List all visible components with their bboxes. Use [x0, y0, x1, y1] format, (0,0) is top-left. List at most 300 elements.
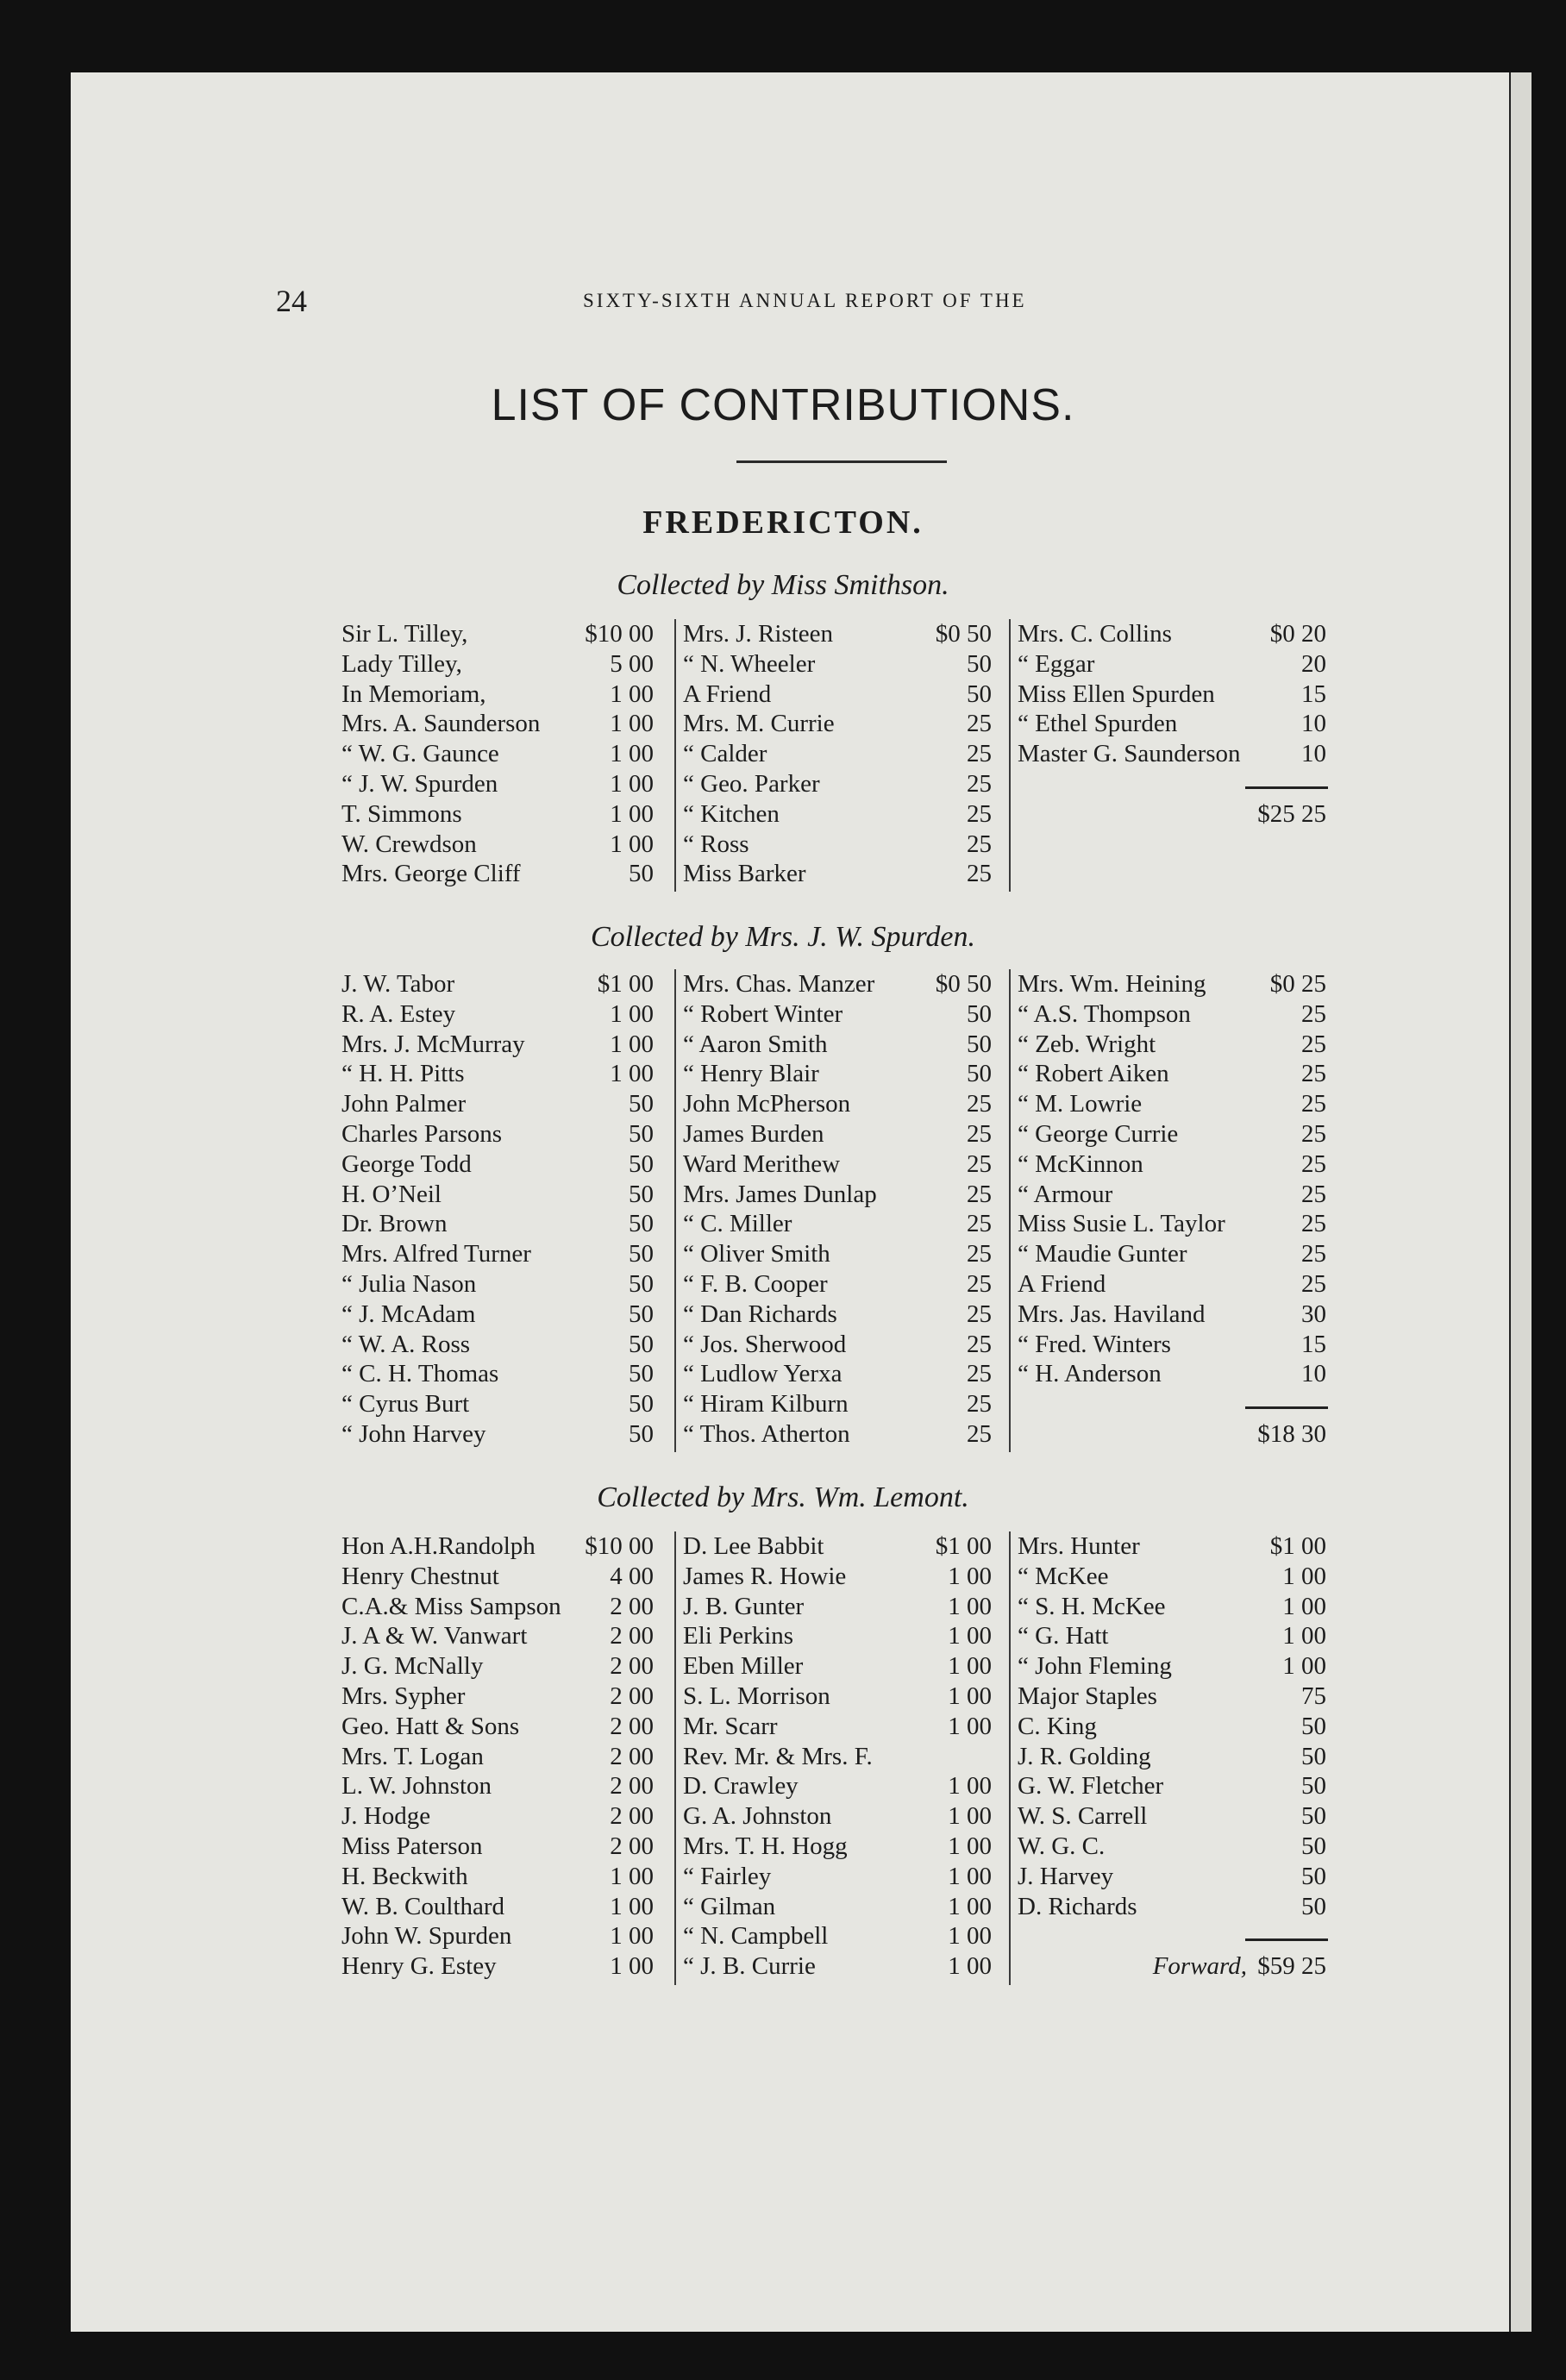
- contributor-name: “ Aaron Smith: [683, 1030, 828, 1058]
- contribution-row: [340, 969, 661, 999]
- contribution-amount: 50: [629, 1300, 654, 1328]
- contribution-amount: 50: [967, 1060, 992, 1088]
- contribution-row: [1016, 1892, 1333, 1922]
- contribution-amount: 1 00: [610, 1030, 654, 1058]
- contributor-name: W. S. Carrell: [1018, 1802, 1148, 1831]
- contribution-amount: 1 00: [948, 1832, 992, 1860]
- contributor-name: R. A. Estey: [341, 999, 456, 1028]
- contribution-amount: 25: [1301, 1210, 1326, 1238]
- contribution-amount: 1 00: [610, 710, 654, 738]
- contributor-name: “ F. B. Cooper: [683, 1269, 828, 1298]
- contribution-row: [340, 680, 661, 710]
- contributor-name: A Friend: [1018, 1269, 1106, 1298]
- contribution-row: [1016, 1682, 1333, 1712]
- contribution-amount: 25: [1301, 1030, 1326, 1058]
- contributor-name: “ Ross: [683, 830, 749, 858]
- contribution-amount: 1 00: [948, 1622, 992, 1650]
- contribution-row: [340, 1682, 661, 1712]
- contribution-row: [681, 1389, 999, 1419]
- contribution-amount: 1 00: [610, 769, 654, 798]
- contribution-amount: 10: [1301, 740, 1326, 768]
- contribution-section: [340, 1531, 1333, 1985]
- contributor-name: Dr. Brown: [341, 1210, 448, 1238]
- contributor-name: Miss Paterson: [341, 1832, 483, 1860]
- column: [340, 1531, 661, 1985]
- page-header: [276, 283, 1121, 326]
- contributor-name: Mrs. T. H. Hogg: [683, 1832, 848, 1860]
- contribution-row: [681, 830, 999, 860]
- contribution-amount: $0 50: [935, 970, 992, 998]
- contributor-name: “ Armour: [1018, 1180, 1113, 1208]
- contribution-amount: 25: [967, 1090, 992, 1118]
- contributor-name: “ N. Campbell: [683, 1922, 829, 1951]
- contributor-name: J. B. Gunter: [683, 1592, 805, 1620]
- contributor-name: Mrs. M. Currie: [683, 710, 835, 738]
- contribution-amount: 20: [1301, 649, 1326, 678]
- contribution-amount: 5 00: [610, 649, 654, 678]
- contribution-row: [681, 1862, 999, 1892]
- contribution-amount: 2 00: [610, 1682, 654, 1710]
- contribution-amount: 25: [967, 1240, 992, 1268]
- total-rule: [1245, 786, 1328, 789]
- contributor-name: W. G. C.: [1018, 1832, 1106, 1860]
- contribution-row: [340, 1330, 661, 1360]
- contribution-row: [1016, 1862, 1333, 1892]
- contributor-name: “ Robert Aiken: [1018, 1060, 1169, 1088]
- contribution-amount: 1 00: [948, 1562, 992, 1590]
- contribution-amount: 50: [629, 860, 654, 888]
- column: [1009, 619, 1333, 892]
- total-rule-row: [1016, 1921, 1333, 1951]
- contribution-row: [681, 999, 999, 1030]
- contributor-name: L. W. Johnston: [341, 1772, 492, 1801]
- contribution-amount: 50: [967, 649, 992, 678]
- contributor-name: Geo. Hatt & Sons: [341, 1712, 520, 1740]
- contribution-amount: 50: [629, 1390, 654, 1419]
- contributor-name: “ S. H. McKee: [1018, 1592, 1166, 1620]
- contribution-row: [340, 1030, 661, 1060]
- contribution-amount: 1 00: [610, 1892, 654, 1920]
- contribution-row: [340, 1531, 661, 1562]
- contribution-amount: 25: [967, 1419, 992, 1448]
- contribution-amount: 25: [967, 860, 992, 888]
- contributor-name: “ J. W. Spurden: [341, 769, 498, 798]
- contribution-row: [340, 1862, 661, 1892]
- contributor-name: “ McKee: [1018, 1562, 1109, 1590]
- contribution-row: [1016, 1801, 1333, 1832]
- contributor-name: “ Fred. Winters: [1018, 1330, 1171, 1358]
- contribution-amount: $0 25: [1269, 970, 1326, 998]
- contribution-amount: 25: [1301, 1149, 1326, 1178]
- contribution-amount: 1 00: [610, 1952, 654, 1981]
- section-total: $25 25: [1257, 799, 1326, 828]
- contributor-name: “ W. A. Ross: [341, 1330, 471, 1358]
- contribution-amount: 50: [629, 1269, 654, 1298]
- column: [674, 1531, 999, 1985]
- contribution-row: [1016, 1119, 1333, 1149]
- contribution-amount: 1 00: [610, 680, 654, 708]
- contribution-row: [1016, 1742, 1333, 1772]
- contributor-name: “ George Currie: [1018, 1119, 1179, 1148]
- contribution-row: [340, 1801, 661, 1832]
- contribution-row: [1016, 969, 1333, 999]
- contribution-row: [340, 859, 661, 889]
- contributor-name: “ John Harvey: [341, 1419, 486, 1448]
- running-head: SIXTY-SIXTH ANNUAL REPORT OF THE: [583, 290, 1027, 311]
- contributor-name: “ H. H. Pitts: [341, 1060, 465, 1088]
- contribution-row: [681, 1892, 999, 1922]
- contributor-name: “ Maudie Gunter: [1018, 1240, 1187, 1268]
- contribution-amount: 25: [1301, 1269, 1326, 1298]
- contribution-row: [340, 1892, 661, 1922]
- contributor-name: H. Beckwith: [341, 1862, 468, 1890]
- contribution-amount: 25: [1301, 1060, 1326, 1088]
- contribution-row: [681, 1742, 999, 1772]
- forward-label: Forward,: [1152, 1952, 1247, 1981]
- contributor-name: C.A.& Miss Sampson: [341, 1592, 561, 1620]
- contribution-row: [340, 1621, 661, 1651]
- contributor-name: “ Cyrus Burt: [341, 1390, 470, 1419]
- contribution-row: [340, 1059, 661, 1089]
- contributor-name: Henry Chestnut: [341, 1562, 499, 1590]
- contributor-name: Mrs. C. Collins: [1018, 620, 1172, 648]
- contribution-row: [1016, 1209, 1333, 1239]
- contributor-name: J. A & W. Vanwart: [341, 1622, 528, 1650]
- contribution-row: [681, 1239, 999, 1269]
- contributor-name: J. G. McNally: [341, 1652, 484, 1681]
- contributor-name: “ C. Miller: [683, 1210, 792, 1238]
- contribution-row: [1016, 999, 1333, 1030]
- contribution-row: [681, 1330, 999, 1360]
- contribution-amount: 1 00: [610, 740, 654, 768]
- contribution-amount: 25: [967, 1210, 992, 1238]
- contribution-amount: 25: [967, 1360, 992, 1388]
- contributor-name: Miss Ellen Spurden: [1018, 680, 1215, 708]
- contribution-row: [340, 649, 661, 680]
- contribution-amount: 25: [1301, 1180, 1326, 1208]
- contributor-name: “ Oliver Smith: [683, 1240, 830, 1268]
- contribution-row: [340, 1832, 661, 1862]
- contribution-amount: 10: [1301, 710, 1326, 738]
- contribution-row: [1016, 709, 1333, 739]
- contribution-row: [681, 1089, 999, 1119]
- contributor-name: D. Lee Babbit: [683, 1532, 824, 1560]
- contribution-amount: 1 00: [1282, 1652, 1326, 1681]
- contribution-amount: 25: [967, 740, 992, 768]
- contribution-amount: 25: [967, 830, 992, 858]
- contribution-amount: 50: [629, 1180, 654, 1208]
- contribution-amount: 25: [967, 1180, 992, 1208]
- contribution-amount: 25: [967, 1300, 992, 1328]
- contribution-amount: 2 00: [610, 1832, 654, 1860]
- total-rule-row: [1016, 1389, 1333, 1419]
- contribution-row: [340, 999, 661, 1030]
- contribution-row: [340, 619, 661, 649]
- contribution-amount: 25: [1301, 999, 1326, 1028]
- page-number: 24: [276, 284, 307, 318]
- contributor-name: “ N. Wheeler: [683, 649, 816, 678]
- contributor-name: “ J. B. Currie: [683, 1952, 816, 1981]
- contribution-amount: 25: [967, 1269, 992, 1298]
- contribution-row: [340, 1359, 661, 1389]
- contributor-name: Master G. Saunderson: [1018, 740, 1241, 768]
- contributor-name: Rev. Mr. & Mrs. F.: [683, 1742, 873, 1770]
- contribution-row: [681, 1771, 999, 1801]
- contributor-name: “ Ludlow Yerxa: [683, 1360, 843, 1388]
- contributor-name: James Burden: [683, 1119, 824, 1148]
- contributor-name: In Memoriam,: [341, 680, 486, 708]
- contributor-name: Miss Barker: [683, 860, 806, 888]
- contribution-row: [340, 1300, 661, 1330]
- contribution-amount: 50: [967, 1030, 992, 1058]
- contributor-name: “ Julia Nason: [341, 1269, 477, 1298]
- contribution-row: [681, 969, 999, 999]
- contributor-name: “ Calder: [683, 740, 767, 768]
- column: [340, 619, 661, 892]
- contribution-amount: 50: [629, 1419, 654, 1448]
- contribution-amount: 1 00: [610, 799, 654, 828]
- contributor-name: D. Richards: [1018, 1892, 1137, 1920]
- contribution-row: [340, 1742, 661, 1772]
- column: [1009, 1531, 1333, 1985]
- contribution-amount: 50: [629, 1149, 654, 1178]
- contribution-amount: 25: [967, 769, 992, 798]
- contribution-row: [681, 1801, 999, 1832]
- contribution-amount: 1 00: [948, 1892, 992, 1920]
- contribution-row: [340, 1651, 661, 1682]
- contributor-name: “ Zeb. Wright: [1018, 1030, 1156, 1058]
- contribution-row: [681, 1531, 999, 1562]
- section-title: Collected by Mrs. J. W. Spurden.: [590, 921, 976, 953]
- contribution-amount: 2 00: [610, 1622, 654, 1650]
- contributor-name: Mrs. Hunter: [1018, 1532, 1140, 1560]
- page-title: LIST OF CONTRIBUTIONS.: [491, 380, 1075, 430]
- contribution-row: [340, 769, 661, 799]
- contribution-amount: 1 00: [948, 1652, 992, 1681]
- contribution-row: [340, 709, 661, 739]
- contribution-row: [681, 1951, 999, 1982]
- contribution-row: [340, 1269, 661, 1300]
- contribution-amount: 1 00: [1282, 1592, 1326, 1620]
- contribution-amount: 10: [1301, 1360, 1326, 1388]
- contribution-amount: 1 00: [610, 1922, 654, 1951]
- contribution-amount: 50: [1301, 1802, 1326, 1831]
- section-title: Collected by Miss Smithson.: [617, 569, 949, 601]
- contribution-row: [340, 1951, 661, 1982]
- contributor-name: “ J. McAdam: [341, 1300, 476, 1328]
- contribution-row: [1016, 649, 1333, 680]
- contributor-name: “ A.S. Thompson: [1018, 999, 1191, 1028]
- contribution-amount: 1 00: [610, 1060, 654, 1088]
- contribution-amount: 50: [629, 1330, 654, 1358]
- contribution-row: [681, 1419, 999, 1450]
- contribution-amount: 1 00: [948, 1922, 992, 1951]
- contribution-amount: 1 00: [948, 1712, 992, 1740]
- contribution-row: [681, 769, 999, 799]
- contribution-row: [340, 830, 661, 860]
- contribution-amount: 50: [629, 1240, 654, 1268]
- contributor-name: J. Harvey: [1018, 1862, 1114, 1890]
- contributor-name: Miss Susie L. Taylor: [1018, 1210, 1225, 1238]
- contributor-name: “ Hiram Kilburn: [683, 1390, 849, 1419]
- contribution-amount: 50: [967, 999, 992, 1028]
- contribution-row: [340, 1921, 661, 1951]
- contribution-amount: 50: [1301, 1712, 1326, 1740]
- contributor-name: Mrs. George Cliff: [341, 860, 521, 888]
- contribution-row: [681, 1180, 999, 1210]
- contributor-name: J. Hodge: [341, 1802, 431, 1831]
- contribution-row: [681, 1562, 999, 1592]
- contribution-amount: $0 20: [1269, 620, 1326, 648]
- contribution-section: [340, 969, 1333, 1452]
- contribution-row: [340, 1089, 661, 1119]
- contribution-row: [681, 1832, 999, 1862]
- contribution-row: [1016, 1531, 1333, 1562]
- contributor-name: A Friend: [683, 680, 772, 708]
- contribution-amount: 50: [629, 1210, 654, 1238]
- contributor-name: Mr. Scarr: [683, 1712, 778, 1740]
- contributor-name: “ Ethel Spurden: [1018, 710, 1178, 738]
- contribution-row: [681, 1359, 999, 1389]
- contributor-name: “ M. Lowrie: [1018, 1090, 1143, 1118]
- contributor-name: John Palmer: [341, 1090, 467, 1118]
- contribution-amount: 1 00: [948, 1802, 992, 1831]
- contribution-amount: 1 00: [948, 1772, 992, 1801]
- contribution-row: [340, 1419, 661, 1450]
- section-total: $18 30: [1257, 1419, 1326, 1448]
- contribution-row: [340, 1209, 661, 1239]
- contributor-name: “ Jos. Sherwood: [683, 1330, 847, 1358]
- contributor-name: T. Simmons: [341, 799, 462, 828]
- contribution-amount: 50: [1301, 1892, 1326, 1920]
- contributor-name: Mrs. Sypher: [341, 1682, 466, 1710]
- contribution-row: [1016, 619, 1333, 649]
- contribution-amount: 1 00: [948, 1592, 992, 1620]
- contribution-row: [1016, 1562, 1333, 1592]
- contribution-row: [1016, 1419, 1333, 1450]
- contribution-row: [1016, 799, 1333, 830]
- contribution-amount: 50: [1301, 1772, 1326, 1801]
- contribution-amount: 2 00: [610, 1592, 654, 1620]
- contribution-row: [340, 1389, 661, 1419]
- contribution-row: [340, 1592, 661, 1622]
- total-rule-row: [1016, 769, 1333, 799]
- contribution-amount: 25: [1301, 1240, 1326, 1268]
- contribution-amount: 1 00: [610, 1862, 654, 1890]
- contributor-name: “ Thos. Atherton: [683, 1419, 850, 1448]
- contributor-name: J. W. Tabor: [341, 970, 455, 998]
- contribution-amount: 50: [1301, 1832, 1326, 1860]
- contribution-row: [681, 1149, 999, 1180]
- contribution-amount: 25: [967, 1149, 992, 1178]
- contributor-name: Lady Tilley,: [341, 649, 462, 678]
- contribution-row: [681, 1712, 999, 1742]
- contributor-name: “ G. Hatt: [1018, 1622, 1109, 1650]
- contribution-amount: 2 00: [610, 1652, 654, 1681]
- contribution-amount: 50: [967, 680, 992, 708]
- contributor-name: Sir L. Tilley,: [341, 620, 468, 648]
- contribution-amount: 25: [967, 1330, 992, 1358]
- contributor-name: Hon A.H.Randolph: [341, 1532, 536, 1560]
- contributor-name: “ Fairley: [683, 1862, 772, 1890]
- contributor-name: “ Dan Richards: [683, 1300, 837, 1328]
- contribution-row: [681, 1300, 999, 1330]
- contributor-name: John McPherson: [683, 1090, 851, 1118]
- contribution-row: [681, 1209, 999, 1239]
- contributor-name: Eli Perkins: [683, 1622, 794, 1650]
- contribution-amount: $1 00: [597, 970, 654, 998]
- contribution-row: [1016, 1651, 1333, 1682]
- section-total: $59 25: [1257, 1952, 1326, 1981]
- contribution-row: [1016, 1269, 1333, 1300]
- contribution-row: [681, 1921, 999, 1951]
- contribution-amount: 50: [629, 1090, 654, 1118]
- contribution-amount: 25: [967, 1390, 992, 1419]
- column: [340, 969, 661, 1452]
- contribution-row: [681, 1621, 999, 1651]
- contribution-row: [681, 1059, 999, 1089]
- contribution-row: [340, 1119, 661, 1149]
- contribution-amount: 15: [1301, 680, 1326, 708]
- section-title: Collected by Mrs. Wm. Lemont.: [597, 1481, 969, 1513]
- contribution-amount: 50: [1301, 1862, 1326, 1890]
- contribution-amount: 1 00: [1282, 1562, 1326, 1590]
- column: [674, 969, 999, 1452]
- contributor-name: Charles Parsons: [341, 1119, 503, 1148]
- total-rule: [1245, 1406, 1328, 1409]
- contribution-amount: 15: [1301, 1330, 1326, 1358]
- contributor-name: J. R. Golding: [1018, 1742, 1151, 1770]
- contribution-row: [340, 1239, 661, 1269]
- contribution-amount: 50: [629, 1360, 654, 1388]
- contributor-name: Major Staples: [1018, 1682, 1157, 1710]
- contribution-row: [340, 1562, 661, 1592]
- contributor-name: Mrs. Alfred Turner: [341, 1240, 531, 1268]
- contribution-amount: 1 00: [610, 999, 654, 1028]
- contribution-row: [681, 1269, 999, 1300]
- contribution-row: [340, 1712, 661, 1742]
- contribution-amount: $10 00: [585, 1532, 654, 1560]
- contribution-amount: 4 00: [610, 1562, 654, 1590]
- contribution-amount: 25: [1301, 1119, 1326, 1148]
- contributor-name: W. B. Coulthard: [341, 1892, 505, 1920]
- contribution-row: [681, 619, 999, 649]
- contributor-name: “ Geo. Parker: [683, 769, 820, 798]
- contribution-row: [681, 680, 999, 710]
- contribution-row: [340, 1180, 661, 1210]
- contribution-row: [1016, 1330, 1333, 1360]
- contributor-name: “ C. H. Thomas: [341, 1360, 499, 1388]
- contributor-name: G. A. Johnston: [683, 1802, 832, 1831]
- contribution-row: [1016, 1149, 1333, 1180]
- contribution-amount: 1 00: [948, 1862, 992, 1890]
- contributor-name: Mrs. Jas. Haviland: [1018, 1300, 1206, 1328]
- contributor-name: “ Henry Blair: [683, 1060, 819, 1088]
- contribution-row: [1016, 1300, 1333, 1330]
- contribution-section: [340, 619, 1333, 892]
- contributor-name: Ward Merithew: [683, 1149, 841, 1178]
- contributor-name: “ W. G. Gaunce: [341, 740, 499, 768]
- contributor-name: George Todd: [341, 1149, 472, 1178]
- contribution-amount: 25: [1301, 1090, 1326, 1118]
- contribution-row: [1016, 1059, 1333, 1089]
- contributor-name: Mrs. J. McMurray: [341, 1030, 525, 1058]
- contribution-row: [681, 1682, 999, 1712]
- contributor-name: “ Gilman: [683, 1892, 776, 1920]
- contribution-row: [340, 799, 661, 830]
- contributor-name: W. Crewdson: [341, 830, 477, 858]
- contribution-row: [340, 1149, 661, 1180]
